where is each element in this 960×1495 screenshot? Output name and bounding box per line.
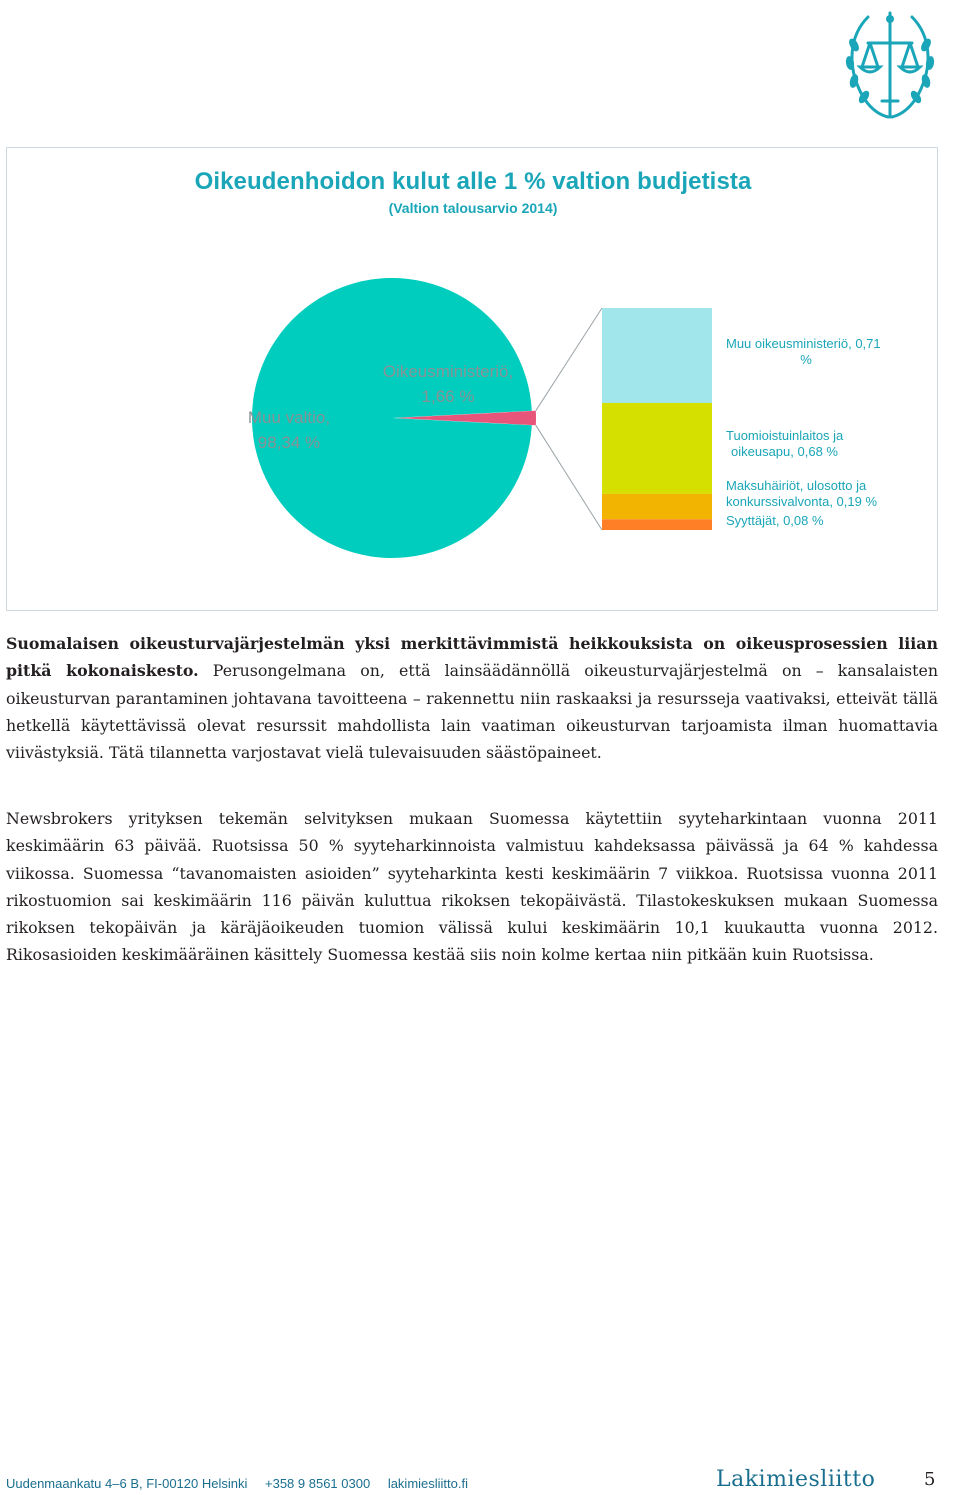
breakdown-bar xyxy=(602,308,712,530)
segment-label-2: Tuomioistuinlaitos ja xyxy=(726,428,844,443)
pie-of-bar-chart xyxy=(7,148,937,610)
segment-label-3-line2: konkurssivalvonta, 0,19 % xyxy=(726,494,878,509)
chart-panel xyxy=(6,147,938,611)
slice-value-oikeusministerio: 1,66 % xyxy=(421,387,475,406)
page-number: 5 xyxy=(924,1469,936,1490)
segment-label-3: Maksuhäiriöt, ulosotto ja xyxy=(726,478,867,493)
chart-subtitle: (Valtion talousarvio 2014) xyxy=(388,200,558,216)
paragraph-text: Newsbrokers yrityksen tekemän selvityksen mukaan Suomessa käytettiin syyteharkintaan vuonna 2011 keskimäärin 63 päivää. Ruotsissa 50 % syyteharkinnoista valmistuu kahdeksassa päivässä ja 64 % kahdessa viikossa. Suomessa “tavanomaisten asioiden” syyteharkinta kesti keskimäärin 7 viikkoa. Ruotsissa vuonna 2011 rikostuomion sai keskimäärin 116 päivän kuluttua rikoksen tekopäivästä. Tilastokeskuksen mukaan Suomessa rikoksen tekopäivän ja käräjäoikeuden tuomion välissä kului keskimäärin 10,1 kuukautta vuonna 2012. Rikosasioiden keskimääräinen käsittely Suomessa kestää siis noin kolme kertaa niin pitkään kuin Ruotsissa. xyxy=(6,809,938,965)
body-paragraph-2 xyxy=(6,805,938,969)
bar-segment-2 xyxy=(602,403,712,494)
slice-label-oikeusministerio: Oikeusministeriö, xyxy=(382,362,514,381)
segment-label-4: Syyttäjät, 0,08 % xyxy=(726,513,824,528)
footer-phone: +358 9 8561 0300 xyxy=(265,1476,371,1491)
slice-value-muu-valtio: 98,34 % xyxy=(257,433,321,452)
paragraph-text: Perusongelmana on, että lainsäädännöllä oikeusturvajärjestelmä on – kansalaisten oikeusturvan parantaminen johtavana tavoitteena – rakennettu niin raskaaksi ja resursseja vaativaksi, etteivät tällä hetkellä käytettävissä olevat resurssit mahdollista lain vaatiman oikeusturvan tarjoamista ilman huomattavia viivästyksiä. Tätä tilannetta varjostavat vielä tulevaisuuden säästöpaineet. xyxy=(6,661,938,763)
segment-label-2-line2: oikeusapu, 0,68 % xyxy=(731,444,838,459)
footer-website-link[interactable]: lakimiesliitto.fi xyxy=(387,1476,468,1491)
scales-of-justice-logo-icon xyxy=(840,5,940,125)
footer-contact xyxy=(6,1476,482,1491)
body-paragraph-1 xyxy=(6,630,938,766)
chart-title: Oikeudenhoidon kulut alle 1 % valtion budjetista xyxy=(194,168,752,195)
bar-segment-4 xyxy=(602,519,712,530)
brand-logotype: Lakimiesliitto xyxy=(716,1467,876,1492)
slice-label-muu-valtio: Muu valtio, xyxy=(247,408,331,427)
segment-label-1-line2: % xyxy=(800,352,812,367)
bar-segment-3 xyxy=(602,494,712,519)
paragraph-lead: Suomalaisen oikeusturvajärjestelmän yksi merkittävimmistä heikkouksista on oikeusprosessien liian pitkä kokonaiskesto. xyxy=(6,634,938,681)
footer-address: Uudenmaankatu 4–6 B, FI-00120 Helsinki xyxy=(6,1476,248,1491)
connector-top xyxy=(536,308,602,411)
connector-bottom xyxy=(536,425,602,530)
bar-segment-1 xyxy=(602,308,712,403)
pie-to-bar-connectors xyxy=(536,308,602,530)
segment-label-1: Muu oikeusministeriö, 0,71 xyxy=(726,336,881,351)
